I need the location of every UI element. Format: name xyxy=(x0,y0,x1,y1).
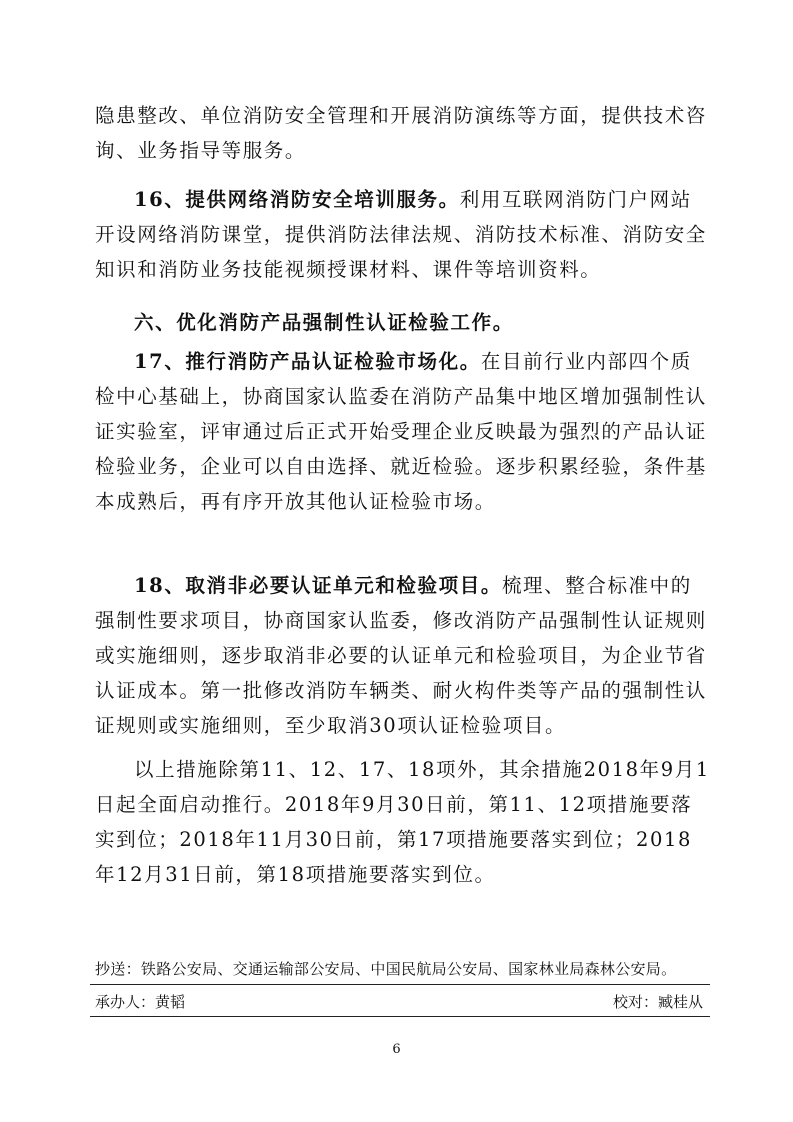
paragraph-item-16 xyxy=(95,182,710,287)
footer-proofreader: 校对：臧桂从 xyxy=(612,993,703,1011)
item-16-title: 16、提供网络消防安全培训服务。 xyxy=(134,188,460,211)
item-18-text: 梳理、整合标准中的强制性要求项目，协商国家认监委，修改消防产品强制性认证规则或实施细则，逐步取消非必要的认证单元和检验项目，为企业节省认证成本。第一批修改消防车辆类、耐火构件类等产品的强制性认证规则或实施细则，至少取消30项认证检验项目。 xyxy=(95,574,707,737)
paragraph-item-17 xyxy=(95,344,710,519)
paragraph-intro-tail: 隐患整改、单位消防安全管理和开展消防演练等方面，提供技术咨询、业务指导等服务。 xyxy=(95,104,707,162)
item-17-text: 在目前行业内部四个质检中心基础上，协商国家认监委在消防产品集中地区增加强制性认证实验室，评审通过后正式开始受理企业反映最为强烈的产品认证检验业务，企业可以自由选择、就近检验。逐步积累经验，条件基本成熟后，再有序开放其他认证检验市场。 xyxy=(95,350,707,513)
footer-divider-bottom xyxy=(90,1016,710,1017)
footer-divider-top xyxy=(90,984,710,985)
item-17-title: 17、推行消防产品认证检验市场化。 xyxy=(134,350,481,373)
footer-handler: 承办人：黄韬 xyxy=(95,993,186,1011)
paragraph-schedule: 以上措施除第11、12、17、18项外，其余措施2018年9月1日起全面启动推行。2018年9月30日前，第11、12项措施要落实到位；2018年11月30日前，第17项措施要落实到位；2018年12月31日前，第18项措施要落实到位。 xyxy=(95,758,710,886)
page-number: 6 xyxy=(392,1042,401,1057)
item-16-text: 利用互联网消防门户网站开设网络消防课堂，提供消防法律法规、消防技术标准、消防安全知识和消防业务技能视频授课材料、课件等培训资料。 xyxy=(95,188,707,281)
item-18-title: 18、取消非必要认证单元和检验项目。 xyxy=(134,574,502,597)
section-6-heading: 六、优化消防产品强制性认证检验工作。 xyxy=(134,311,514,334)
paragraph-item-18 xyxy=(95,568,710,743)
footer-cc-line: 抄送：铁路公安局、交通运输部公安局、中国民航局公安局、国家林业局森林公安局。 xyxy=(95,960,677,978)
